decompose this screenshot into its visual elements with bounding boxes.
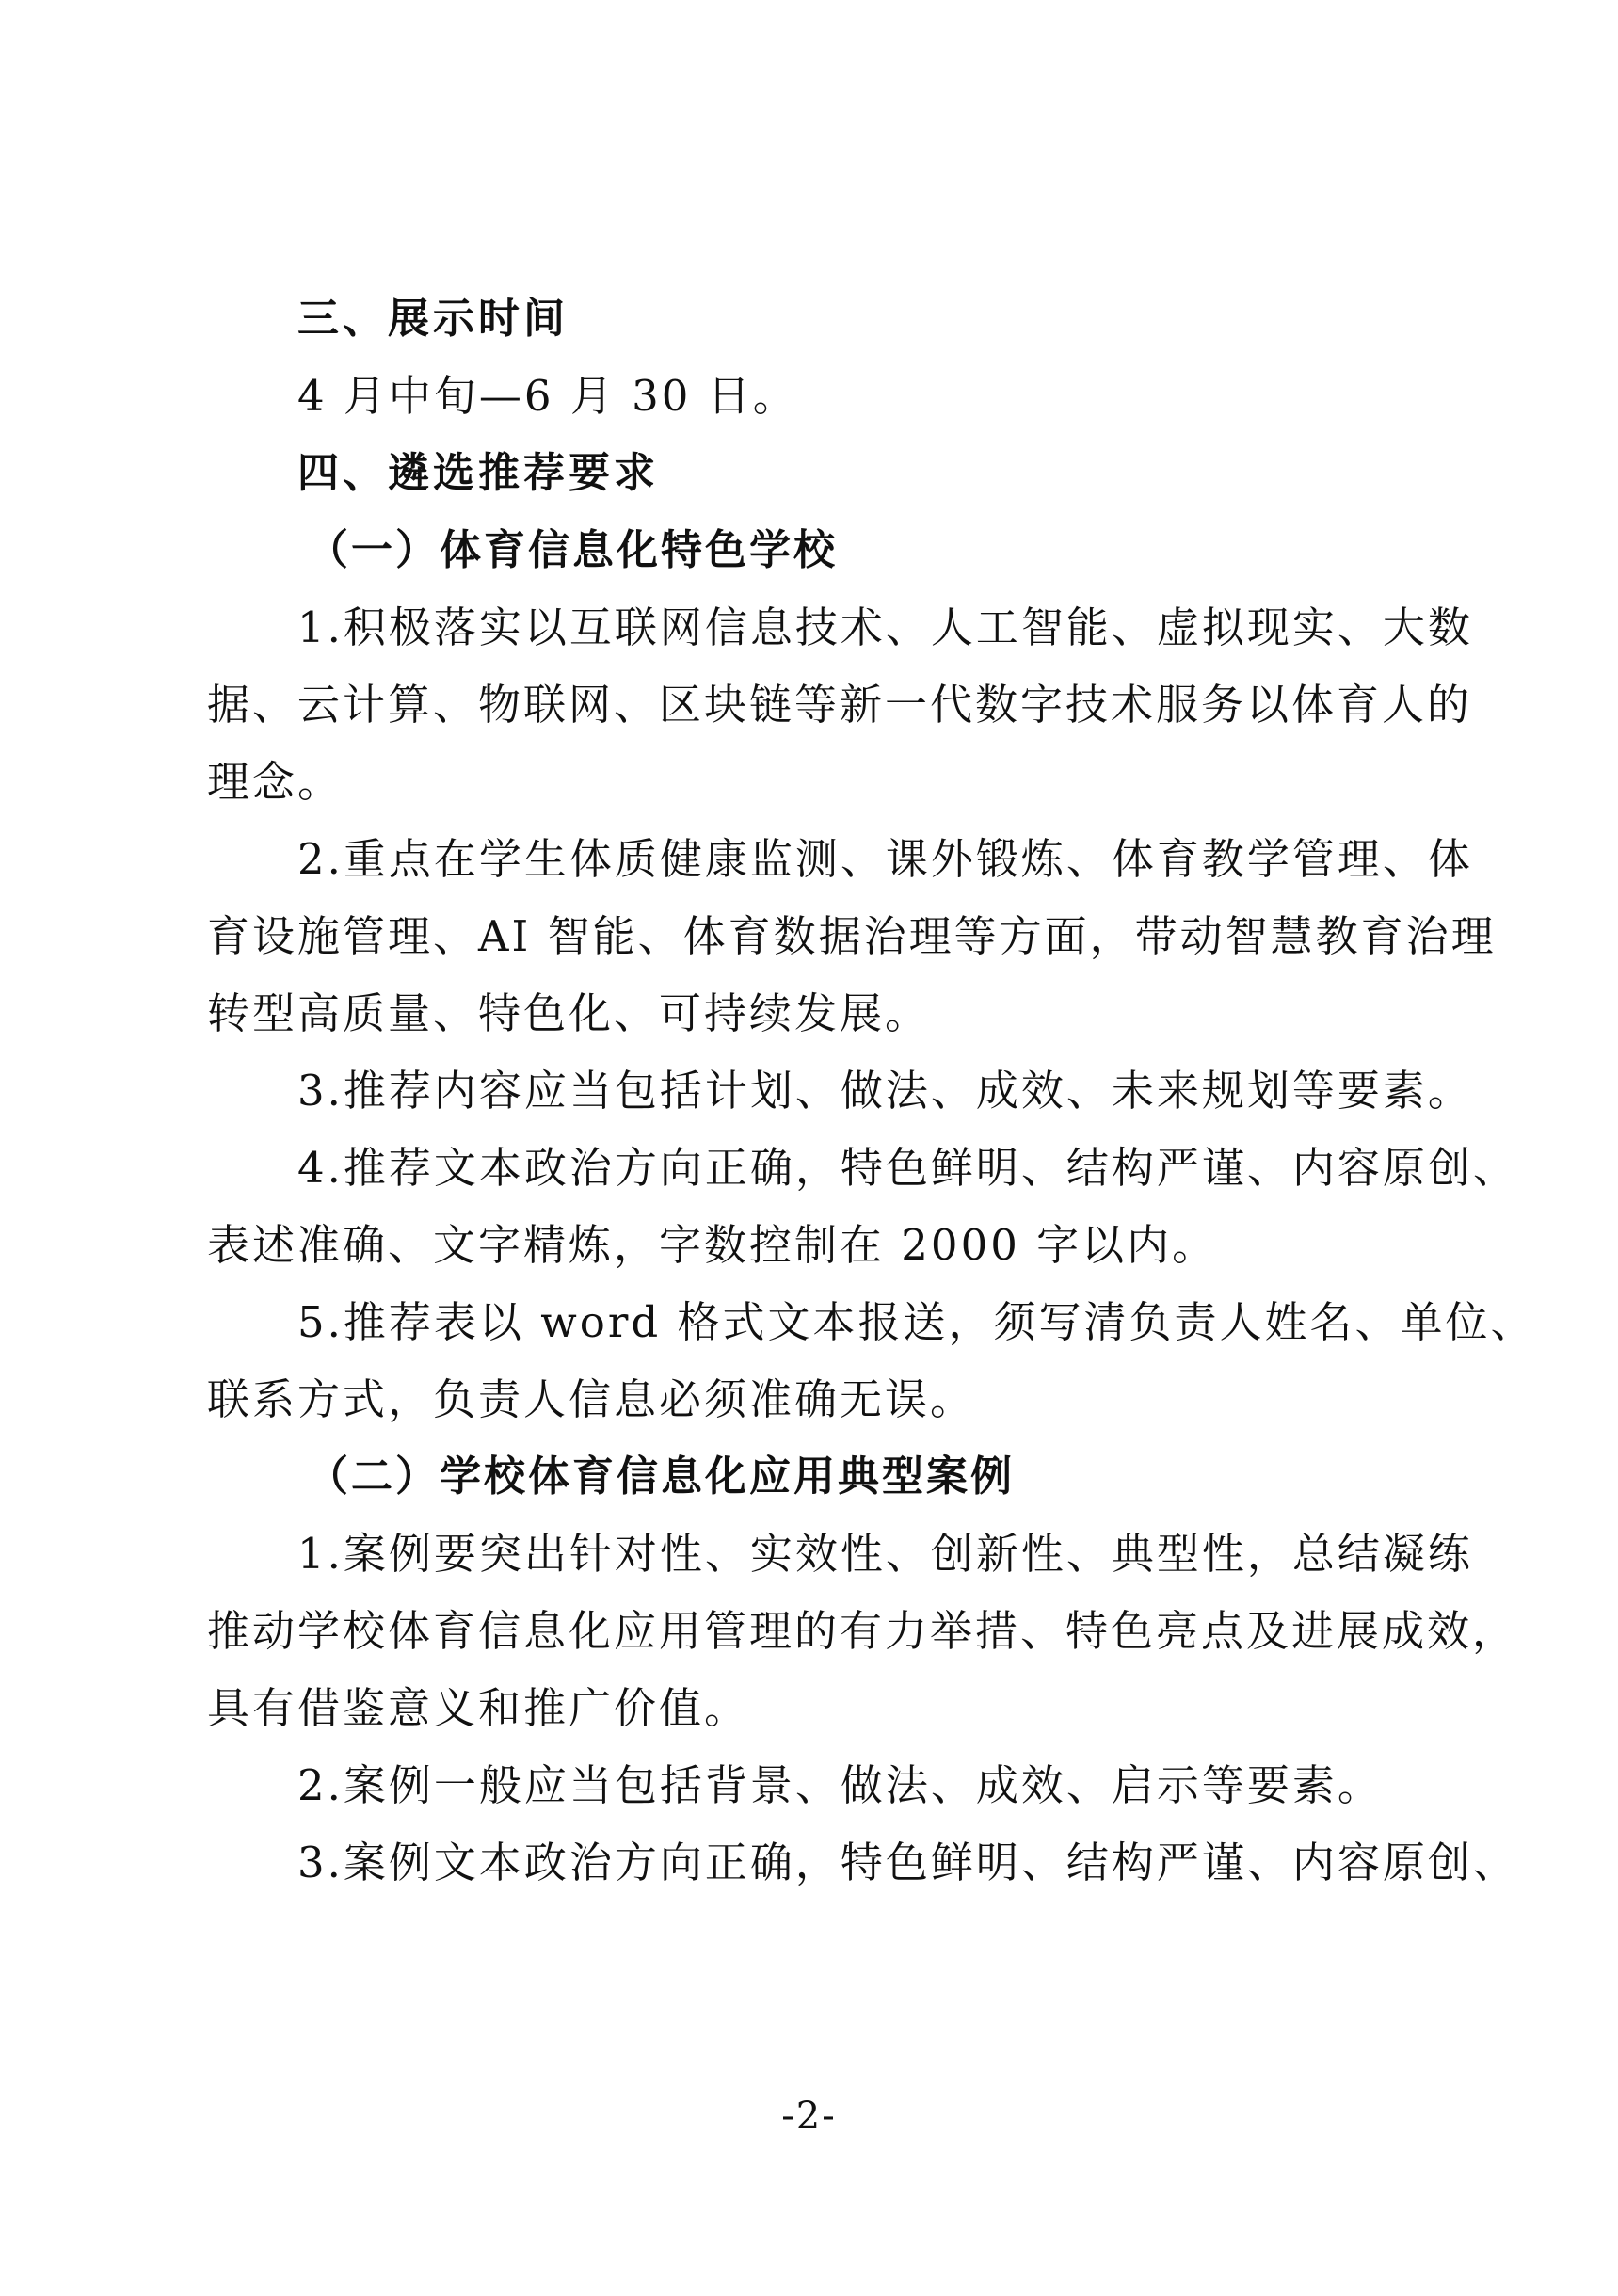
paragraph xyxy=(207,1052,1473,1130)
paragraph-line: 4.推荐文本政治方向正确，特色鲜明、结构严谨、内容原创、 xyxy=(297,1143,1518,1193)
paragraph xyxy=(207,1516,1518,1747)
paragraph-line: 3.推荐内容应当包括计划、做法、成效、未来规划等要素。 xyxy=(297,1066,1473,1116)
paragraph-line: 转型高质量、特色化、可持续发展。 xyxy=(207,988,931,1038)
subsection-heading: （二）学校体育信息化应用典型案例 xyxy=(307,1453,1015,1501)
page-body xyxy=(207,281,1536,1902)
section-heading: 四、遴选推荐要求 xyxy=(297,449,659,497)
paragraph-line: 1.积极落实以互联网信息技术、人工智能、虚拟现实、大数 xyxy=(297,602,1473,652)
paragraph-line: 1.案例要突出针对性、实效性、创新性、典型性，总结凝练 xyxy=(297,1529,1473,1579)
paragraph xyxy=(207,1747,1421,1824)
paragraph-line: 表述准确、文字精炼，字数控制在 2000 字以内。 xyxy=(207,1220,1218,1270)
paragraph xyxy=(207,1130,1518,1284)
page-number: -2- xyxy=(781,2095,837,2138)
paragraph-line: 5.推荐表以 word 格式文本报送，须写清负责人姓名、单位、 xyxy=(297,1297,1536,1347)
paragraph-line: 4 月中旬—6 月 30 日。 xyxy=(297,371,798,421)
paragraph xyxy=(207,1824,1518,1902)
paragraph-line: 推动学校体育信息化应用管理的有力举措、特色亮点及进展成效， xyxy=(207,1606,1518,1656)
paragraph-line: 据、云计算、物联网、区块链等新一代数字技术服务以体育人的 xyxy=(207,680,1473,730)
paragraph-line: 2.案例一般应当包括背景、做法、成效、启示等要素。 xyxy=(297,1760,1383,1810)
paragraph-line: 具有借鉴意义和推广价值。 xyxy=(207,1683,750,1733)
paragraph-line: 理念。 xyxy=(207,757,344,807)
paragraph xyxy=(207,589,1473,821)
paragraph-line: 2.重点在学生体质健康监测、课外锻炼、体育教学管理、体 xyxy=(297,834,1473,884)
paragraph-line: 3.案例文本政治方向正确，特色鲜明、结构严谨、内容原创、 xyxy=(297,1838,1518,1887)
paragraph-line: 联系方式，负责人信息必须准确无误。 xyxy=(207,1374,976,1424)
paragraph xyxy=(207,821,1497,1052)
subsection-heading: （一）体育信息化特色学校 xyxy=(307,526,838,574)
section-heading: 三、展示时间 xyxy=(297,295,569,343)
paragraph-line: 育设施管理、AI 智能、体育数据治理等方面，带动智慧教育治理 xyxy=(207,911,1497,961)
paragraph xyxy=(207,1284,1536,1438)
